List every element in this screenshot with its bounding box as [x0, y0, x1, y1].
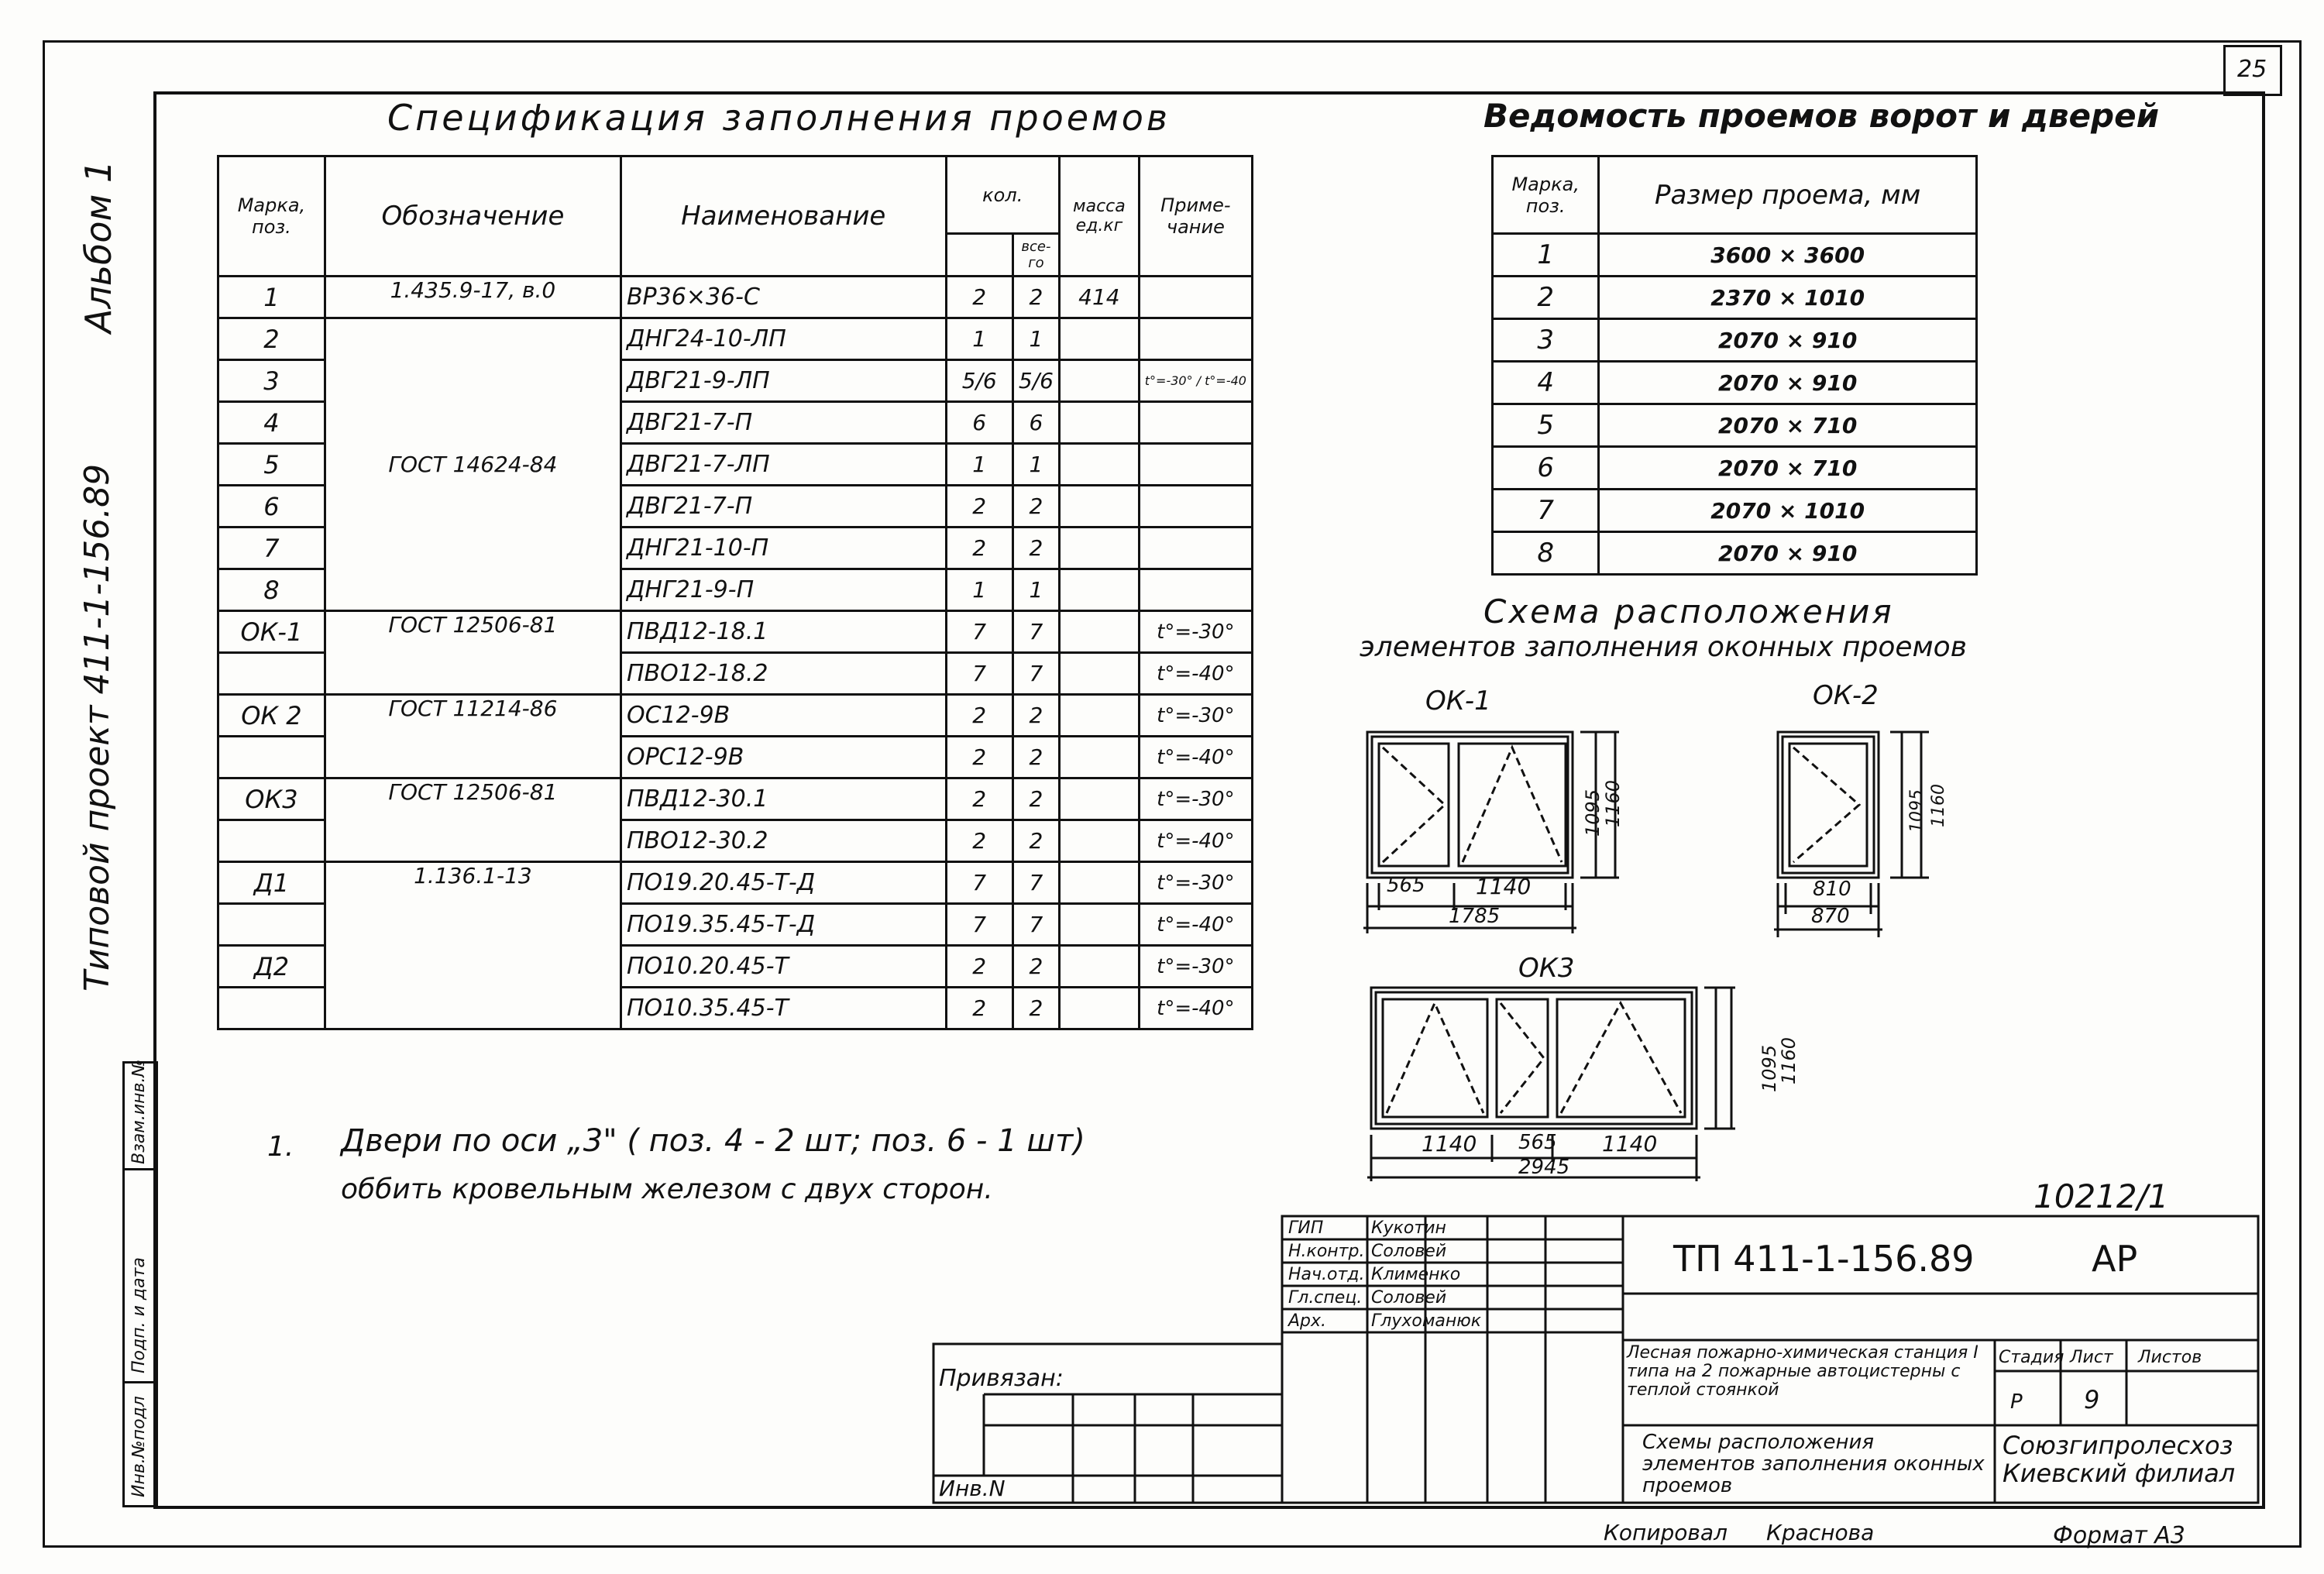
doors-cell-mark: 2 — [1493, 277, 1599, 319]
sheets-label: Листов — [2138, 1348, 2202, 1367]
spec-cell-qty: 2 — [946, 778, 1012, 820]
spec-cell-note — [1139, 402, 1252, 444]
ok1-h1: 1095 — [1582, 789, 1604, 837]
doors-row — [1493, 404, 1977, 447]
scheme-title-1: Схема расположения — [1483, 593, 1894, 631]
spec-cell-mass — [1059, 360, 1139, 402]
spec-cell-mark: 8 — [218, 569, 325, 611]
spec-cell-mark: 7 — [218, 528, 325, 569]
stage-value: Р — [2010, 1390, 2023, 1414]
doors-row — [1493, 277, 1977, 319]
note-line-2: оббить кровельным железом с двух сторон. — [341, 1174, 993, 1205]
doors-row — [1493, 532, 1977, 575]
doors-header-mark: Марка, поз. — [1493, 156, 1599, 234]
spec-cell-mass — [1059, 653, 1139, 695]
ok2-w1: 810 — [1813, 878, 1851, 901]
ok3-label: ОК3 — [1518, 953, 1575, 984]
spec-cell-name: ДВГ21-7-ЛП — [621, 444, 946, 486]
spec-header-qty-all: все-го — [1012, 234, 1059, 277]
spec-cell-note: t°=-40° — [1139, 653, 1252, 695]
spec-cell-mark: 1 — [218, 277, 325, 318]
doors-cell-size: 2070 × 710 — [1599, 404, 1977, 447]
spec-cell-mass — [1059, 820, 1139, 862]
spec-cell-qty: 1 — [946, 318, 1012, 360]
doors-cell-size: 2070 × 1010 — [1599, 490, 1977, 532]
ok1-label: ОК-1 — [1425, 686, 1491, 717]
spec-cell-designation: ГОСТ 11214-86 — [325, 695, 621, 778]
spec-cell-qty-all: 2 — [1012, 528, 1059, 569]
stamp-role: Н.контр. — [1288, 1242, 1365, 1261]
spec-cell-mark: ОК-1 — [218, 611, 325, 653]
stamp-person: Соловей — [1371, 1288, 1447, 1308]
spec-cell-qty-all: 6 — [1012, 402, 1059, 444]
doors-header-size: Размер проема, мм — [1599, 156, 1977, 234]
spec-cell-note — [1139, 486, 1252, 528]
doors-cell-mark: 4 — [1493, 362, 1599, 404]
spec-cell-mass — [1059, 402, 1139, 444]
spec-cell-qty: 7 — [946, 904, 1012, 946]
spec-cell-mark: 3 — [218, 360, 325, 402]
doors-title: Ведомость проемов ворот и дверей — [1483, 97, 2160, 135]
ok3-w3: 1140 — [1602, 1131, 1658, 1156]
doors-cell-size: 2070 × 910 — [1599, 362, 1977, 404]
project-label: Типовой проект 411-1-156.89 — [77, 463, 117, 991]
spec-cell-qty: 2 — [946, 946, 1012, 988]
spec-cell-designation: ГОСТ 14624-84 — [325, 318, 621, 611]
ok2-total: 870 — [1811, 905, 1850, 928]
spec-cell-mark: ОК3 — [218, 778, 325, 820]
spec-cell-mass — [1059, 444, 1139, 486]
spec-row — [218, 277, 1253, 318]
spec-cell-mark: 4 — [218, 402, 325, 444]
ok2-h1: 1095 — [1907, 789, 1927, 833]
doc-type: АР — [2092, 1238, 2138, 1280]
spec-cell-note: t°=-40° — [1139, 820, 1252, 862]
doors-cell-size: 2070 × 710 — [1599, 447, 1977, 490]
bound-label: Привязан: — [939, 1365, 1064, 1392]
doors-row — [1493, 490, 1977, 532]
spec-cell-qty: 2 — [946, 737, 1012, 778]
stamp-person: Клименко — [1371, 1265, 1461, 1284]
organization: Союзгипролесхоз Киевский филиал — [2003, 1431, 2236, 1488]
spec-cell-qty: 2 — [946, 820, 1012, 862]
ok3-total: 2945 — [1518, 1156, 1570, 1179]
object-name: Лесная пожарно-химическая станция I типа на 2 пожарные автоцистерны с теплой стоянкой — [1627, 1343, 1978, 1400]
ok1-total: 1785 — [1449, 905, 1501, 928]
spec-cell-mark — [218, 737, 325, 778]
spec-header-mark: Марка, поз. — [218, 156, 325, 277]
spec-cell-qty-all: 1 — [1012, 569, 1059, 611]
spec-header-qty: кол. — [946, 156, 1059, 234]
spec-cell-mark — [218, 904, 325, 946]
spec-cell-note: t°=-30° — [1139, 778, 1252, 820]
spec-cell-name: ДВГ21-9-ЛП — [621, 360, 946, 402]
spec-cell-qty: 2 — [946, 988, 1012, 1029]
spec-cell-mark: 5 — [218, 444, 325, 486]
ok1-h2: 1160 — [1602, 779, 1624, 827]
spec-cell-note: t°=-30° — [1139, 695, 1252, 737]
sheet-title: Схемы расположения элементов заполнения оконных проемов — [1642, 1431, 1985, 1497]
spec-cell-mass — [1059, 988, 1139, 1029]
spec-cell-name: ПВО12-30.2 — [621, 820, 946, 862]
spec-cell-qty-all: 2 — [1012, 778, 1059, 820]
spec-cell-qty: 7 — [946, 653, 1012, 695]
spec-cell-designation: 1.435.9-17, в.0 — [325, 277, 621, 318]
spec-cell-qty-all: 5/6 — [1012, 360, 1059, 402]
ok1-w2: 1140 — [1476, 874, 1532, 899]
spec-cell-qty-all: 2 — [1012, 820, 1059, 862]
spec-cell-mass — [1059, 862, 1139, 904]
ok3-w1: 1140 — [1422, 1131, 1477, 1156]
stamp-role: Гл.спец. — [1288, 1288, 1363, 1308]
spec-row — [218, 318, 1253, 360]
side-stamp-inv-orig: Инв.№подл — [129, 1396, 149, 1497]
spec-cell-qty: 6 — [946, 402, 1012, 444]
spec-cell-mass — [1059, 611, 1139, 653]
stamp-person: Глухоманюк — [1371, 1311, 1482, 1331]
ok2-drawing — [1778, 732, 1879, 878]
doors-table — [1491, 155, 1978, 576]
spec-cell-note — [1139, 569, 1252, 611]
doors-cell-size: 2370 × 1010 — [1599, 277, 1977, 319]
spec-cell-qty: 1 — [946, 444, 1012, 486]
spec-cell-note: t°=-30° — [1139, 611, 1252, 653]
note-number: 1. — [267, 1131, 294, 1163]
copied-label: Копировал — [1604, 1520, 1728, 1545]
spec-cell-mark: 6 — [218, 486, 325, 528]
spec-cell-note: t°=-40° — [1139, 904, 1252, 946]
spec-cell-name: ПО10.35.45-Т — [621, 988, 946, 1029]
spec-cell-mass: 414 — [1059, 277, 1139, 318]
spec-cell-qty: 1 — [946, 569, 1012, 611]
spec-cell-mass — [1059, 569, 1139, 611]
spec-cell-mark: Д2 — [218, 946, 325, 988]
spec-cell-mass — [1059, 318, 1139, 360]
spec-cell-name: ДНГ24-10-ЛП — [621, 318, 946, 360]
stamp-role: ГИП — [1288, 1218, 1324, 1238]
spec-cell-qty-all: 2 — [1012, 486, 1059, 528]
page-number: 25 — [2237, 56, 2267, 83]
spec-cell-name: ОС12-9В — [621, 695, 946, 737]
doors-row — [1493, 319, 1977, 362]
ok1-w1: 565 — [1387, 874, 1425, 897]
spec-cell-mass — [1059, 486, 1139, 528]
spec-table — [217, 155, 1253, 1030]
spec-cell-mark — [218, 820, 325, 862]
spec-cell-mass — [1059, 778, 1139, 820]
ok3-w2: 565 — [1518, 1131, 1557, 1154]
inventory-number: 10212/1 — [2033, 1177, 2169, 1215]
side-stamp-inv: Взам.инв.№ — [129, 1059, 149, 1164]
doors-cell-mark: 1 — [1493, 234, 1599, 277]
spec-cell-mass — [1059, 737, 1139, 778]
spec-row — [218, 611, 1253, 653]
spec-cell-qty: 2 — [946, 486, 1012, 528]
spec-cell-qty: 5/6 — [946, 360, 1012, 402]
doors-row — [1493, 234, 1977, 277]
spec-cell-mark — [218, 988, 325, 1029]
stamp-role: Арх. — [1288, 1311, 1327, 1331]
doc-code: ТП 411-1-156.89 — [1673, 1238, 1975, 1280]
sheet-label: Лист — [2070, 1348, 2113, 1367]
spec-cell-mass — [1059, 904, 1139, 946]
note-line-1: Двери по оси „3" ( поз. 4 - 2 шт; поз. 6 - 1 шт) — [341, 1123, 1085, 1159]
spec-cell-qty-all: 1 — [1012, 318, 1059, 360]
doors-cell-mark: 7 — [1493, 490, 1599, 532]
stamp-role: Нач.отд. — [1288, 1265, 1365, 1284]
spec-header-note: Приме-чание — [1139, 156, 1252, 277]
spec-cell-mark: Д1 — [218, 862, 325, 904]
spec-cell-mass — [1059, 528, 1139, 569]
spec-row — [218, 695, 1253, 737]
spec-cell-name: ДНГ21-9-П — [621, 569, 946, 611]
spec-cell-note — [1139, 277, 1252, 318]
spec-cell-note: t°=-30° / t°=-40 — [1139, 360, 1252, 402]
spec-cell-qty-all: 2 — [1012, 946, 1059, 988]
doors-row — [1493, 362, 1977, 404]
spec-cell-note — [1139, 528, 1252, 569]
copier-name: Краснова — [1766, 1520, 1875, 1545]
ok2-label: ОК-2 — [1813, 680, 1879, 711]
doors-cell-size: 2070 × 910 — [1599, 532, 1977, 575]
scheme-title-2: элементов заполнения оконных проемов — [1360, 631, 1967, 663]
spec-cell-qty: 7 — [946, 611, 1012, 653]
spec-cell-designation: ГОСТ 12506-81 — [325, 778, 621, 862]
spec-cell-note: t°=-30° — [1139, 862, 1252, 904]
spec-cell-qty-all: 2 — [1012, 737, 1059, 778]
spec-cell-qty: 2 — [946, 528, 1012, 569]
format-label: Формат А3 — [2053, 1522, 2185, 1549]
doors-cell-mark: 8 — [1493, 532, 1599, 575]
stage-label: Стадия — [1999, 1348, 2064, 1367]
ok3-h2: 1160 — [1778, 1036, 1800, 1084]
spec-header-designation: Обозначение — [325, 156, 621, 277]
doors-cell-size: 3600 × 3600 — [1599, 234, 1977, 277]
ok2-h2: 1160 — [1929, 784, 1948, 827]
spec-cell-designation: 1.136.1-13 — [325, 862, 621, 1029]
spec-cell-qty-all: 2 — [1012, 695, 1059, 737]
spec-cell-note: t°=-30° — [1139, 946, 1252, 988]
spec-cell-note — [1139, 318, 1252, 360]
spec-cell-name: ПВО12-18.2 — [621, 653, 946, 695]
spec-cell-name: ПО19.20.45-Т-Д — [621, 862, 946, 904]
spec-cell-qty-all: 7 — [1012, 653, 1059, 695]
spec-cell-note — [1139, 444, 1252, 486]
side-stamp-sign: Подп. и дата — [129, 1257, 149, 1373]
spec-cell-mark: 2 — [218, 318, 325, 360]
spec-header-name: Наименование — [621, 156, 946, 277]
spec-cell-qty-all: 7 — [1012, 611, 1059, 653]
spec-cell-name: ПВД12-18.1 — [621, 611, 946, 653]
spec-cell-name: ДНГ21-10-П — [621, 528, 946, 569]
stamp-person: Соловей — [1371, 1242, 1447, 1261]
spec-cell-qty: 2 — [946, 277, 1012, 318]
spec-title: Спецификация заполнения проемов — [387, 97, 1171, 139]
spec-cell-name: ПВД12-30.1 — [621, 778, 946, 820]
album-label: Альбом 1 — [77, 160, 119, 333]
spec-cell-name: ОРС12-9В — [621, 737, 946, 778]
spec-cell-qty-all: 1 — [1012, 444, 1059, 486]
spec-cell-qty: 2 — [946, 695, 1012, 737]
spec-cell-designation: ГОСТ 12506-81 — [325, 611, 621, 695]
doors-row — [1493, 447, 1977, 490]
side-stamp — [122, 1061, 158, 1507]
spec-cell-mark — [218, 653, 325, 695]
inv-label: Инв.N — [939, 1476, 1006, 1501]
stamp-person: Кукотин — [1371, 1218, 1446, 1238]
spec-cell-qty-all: 2 — [1012, 988, 1059, 1029]
spec-row — [218, 862, 1253, 904]
spec-cell-name: ПО19.35.45-Т-Д — [621, 904, 946, 946]
ok3-h1: 1095 — [1758, 1044, 1780, 1092]
spec-cell-qty-all: 7 — [1012, 862, 1059, 904]
ok1-drawing — [1363, 732, 1619, 933]
spec-cell-mark: ОК 2 — [218, 695, 325, 737]
spec-cell-mass — [1059, 695, 1139, 737]
doors-cell-mark: 3 — [1493, 319, 1599, 362]
spec-cell-qty-all: 7 — [1012, 904, 1059, 946]
spec-header-mass: масса ед.кг — [1059, 156, 1139, 277]
spec-cell-name: ПО10.20.45-Т — [621, 946, 946, 988]
spec-cell-name: ДВГ21-7-П — [621, 486, 946, 528]
doors-cell-mark: 6 — [1493, 447, 1599, 490]
spec-cell-name: ДВГ21-7-П — [621, 402, 946, 444]
spec-cell-note: t°=-40° — [1139, 988, 1252, 1029]
spec-cell-qty-all: 2 — [1012, 277, 1059, 318]
spec-cell-mass — [1059, 946, 1139, 988]
spec-cell-note: t°=-40° — [1139, 737, 1252, 778]
spec-row — [218, 778, 1253, 820]
sheet-value: 9 — [2084, 1385, 2100, 1414]
doors-cell-mark: 5 — [1493, 404, 1599, 447]
spec-cell-name: ВР36×36-С — [621, 277, 946, 318]
doors-cell-size: 2070 × 910 — [1599, 319, 1977, 362]
spec-cell-qty: 7 — [946, 862, 1012, 904]
